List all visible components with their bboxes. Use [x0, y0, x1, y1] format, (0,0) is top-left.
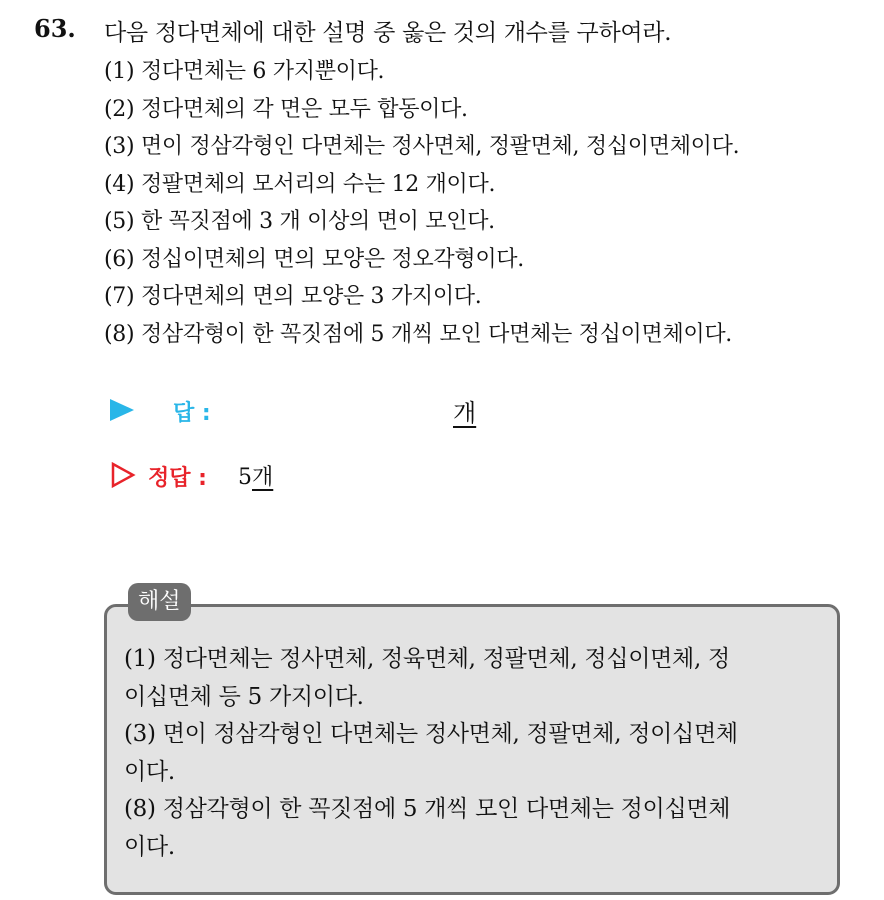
- explanation-line: 이다.: [124, 833, 175, 860]
- correct-answer-row: [110, 458, 610, 498]
- outline-play-icon: [110, 462, 136, 488]
- statement-item: (4) 정팔면체의 모서리의 수는 12 개이다.: [104, 171, 496, 197]
- question-stem: 다음 정다면체에 대한 설명 중 옳은 것의 개수를 구하여라.: [104, 20, 672, 46]
- question-number: 63.: [34, 14, 76, 43]
- answer-label: 답 :: [173, 401, 211, 426]
- statement-item: (2) 정다면체의 각 면은 모두 합동이다.: [104, 96, 468, 122]
- statement-item: (5) 한 꼭짓점에 3 개 이상의 면이 모인다.: [104, 209, 495, 234]
- explanation-text: [124, 640, 830, 865]
- explanation-line: (8) 정삼각형이 한 꼭짓점에 5 개씩 모인 다면체는 정이십면체: [124, 796, 731, 822]
- statement-item: (8) 정삼각형이 한 꼭짓점에 5 개씩 모인 다면체는 정십이면체이다.: [104, 321, 733, 347]
- answer-unit: 개: [453, 399, 477, 427]
- explanation-tag: 해설: [128, 583, 191, 621]
- explanation-line: 이십면체 등 5 가지이다.: [124, 683, 364, 710]
- statement-list: [104, 54, 739, 354]
- correct-answer-number: 5: [238, 465, 252, 490]
- statement-item: (3) 면이 정삼각형인 다면체는 정사면체, 정팔면체, 정십이면체이다.: [104, 134, 740, 159]
- correct-answer-label: 정답 :: [148, 466, 207, 491]
- statement-item: (1) 정다면체는 6 가지뿐이다.: [104, 59, 385, 84]
- statement-item: (7) 정다면체의 면의 모양은 3 가지이다.: [104, 284, 482, 309]
- explanation-line: (3) 면이 정삼각형인 다면체는 정사면체, 정팔면체, 정이십면체: [124, 721, 738, 747]
- correct-answer-value: [238, 460, 273, 491]
- explanation-line: (1) 정다면체는 정사면체, 정육면체, 정팔면체, 정십이면체, 정: [124, 646, 730, 672]
- filled-play-icon: [110, 399, 134, 421]
- statement-item: (6) 정십이면체의 면의 모양은 정오각형이다.: [104, 246, 524, 272]
- correct-answer-unit: 개: [252, 465, 274, 490]
- answer-row: [110, 393, 610, 433]
- explanation-line: 이다.: [124, 758, 175, 785]
